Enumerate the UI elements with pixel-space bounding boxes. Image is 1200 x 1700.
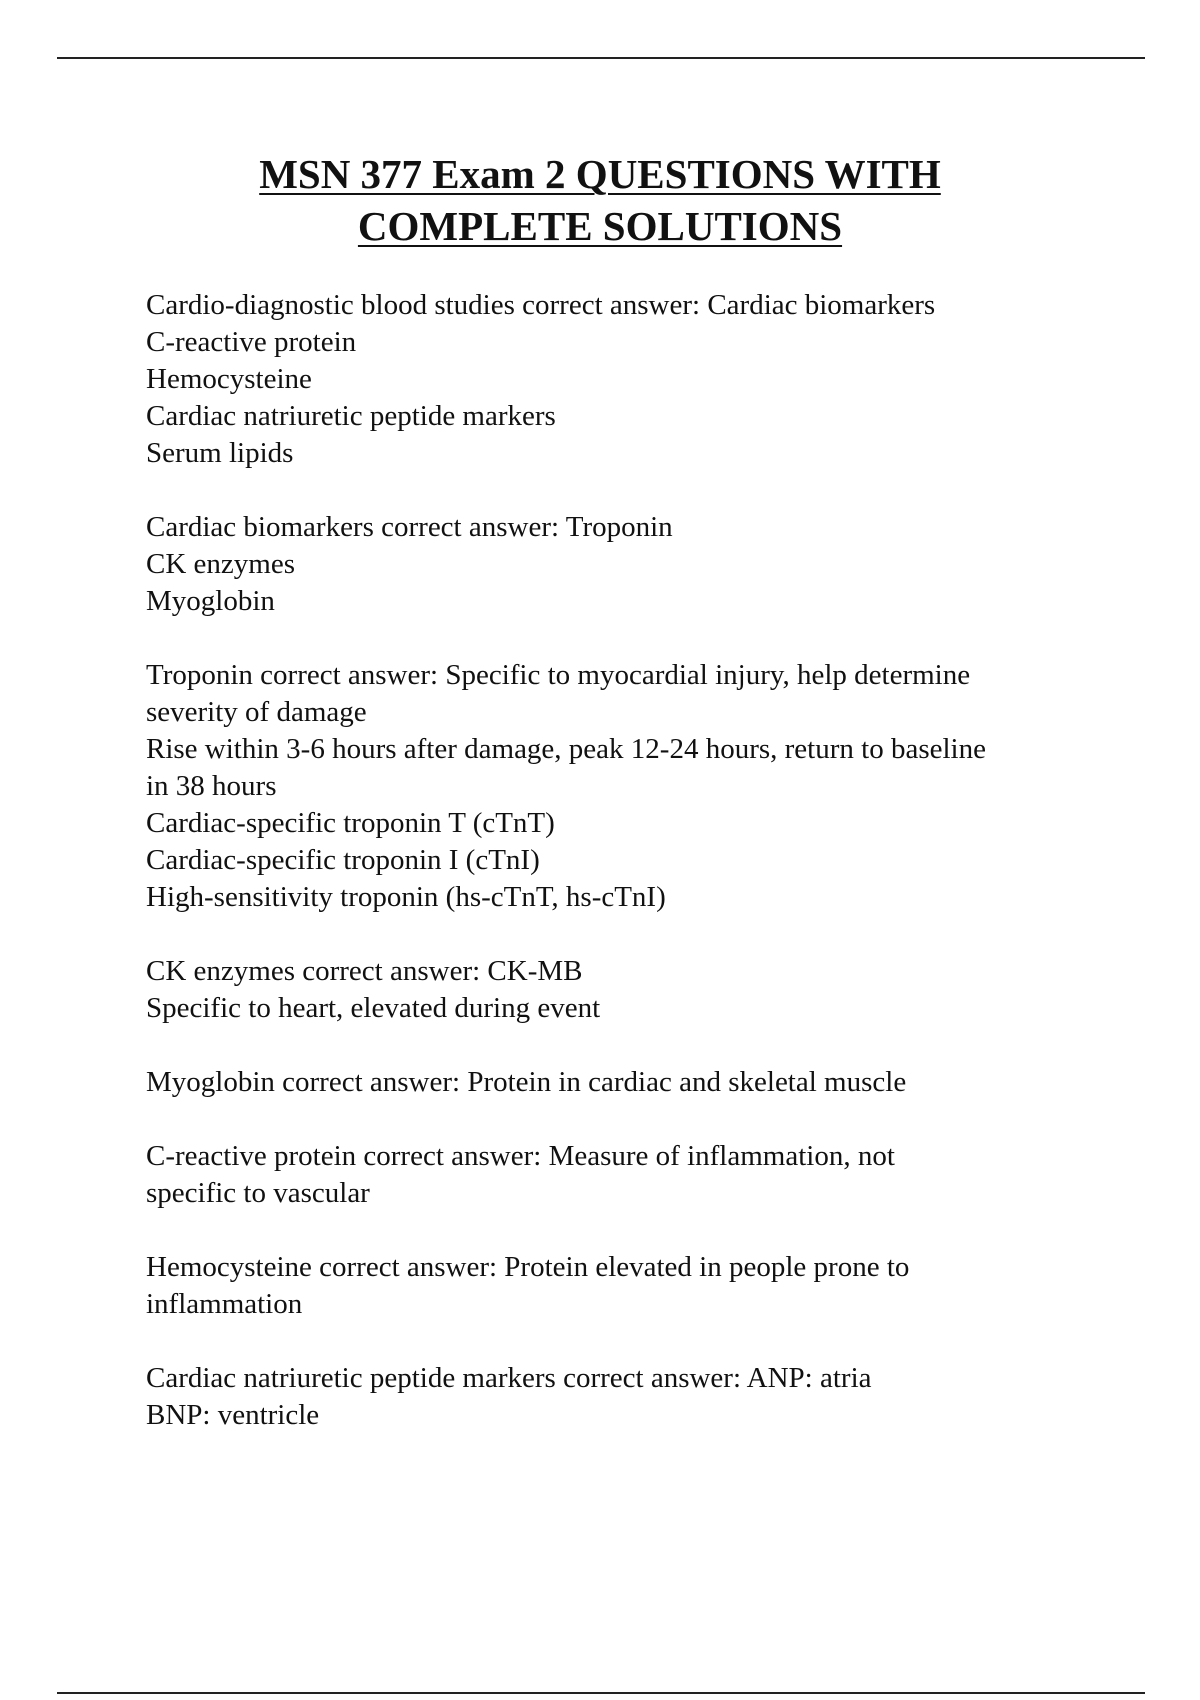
entry-line: CK enzymes correct answer: CK-MB (146, 955, 583, 987)
entry-line: Cardio-diagnostic blood studies correct answer: Cardiac biomarkers (146, 289, 936, 321)
entry-line: C-reactive protein (146, 326, 357, 358)
entry-line: Myoglobin (146, 585, 275, 617)
title-line-1: MSN 377 Exam 2 QUESTIONS WITH (259, 151, 941, 197)
entry-line: Cardiac natriuretic peptide markers (146, 400, 556, 432)
entry-line: CK enzymes (146, 548, 295, 580)
entry-line: Cardiac-specific troponin I (cTnI) (146, 844, 540, 876)
qa-entry-c-reactive-protein (146, 1138, 1106, 1212)
entry-line: Troponin correct answer: Specific to myocardial injury, help determine (146, 659, 971, 691)
entry-line: Hemocysteine (146, 363, 312, 395)
entry-line: High-sensitivity troponin (hs-cTnT, hs-cTnI) (146, 881, 666, 913)
entry-line: in 38 hours (146, 770, 277, 802)
entry-line: Cardiac natriuretic peptide markers correct answer: ANP: atria (146, 1362, 872, 1394)
entry-line: Myoglobin correct answer: Protein in cardiac and skeletal muscle (146, 1066, 907, 1098)
document-title (100, 148, 1100, 252)
entry-line: C-reactive protein correct answer: Measure of inflammation, not (146, 1140, 895, 1172)
qa-entry-cardiac-biomarkers (146, 509, 1106, 620)
qa-entry-ck-enzymes (146, 953, 1106, 1027)
entry-line: inflammation (146, 1288, 303, 1320)
entry-line: specific to vascular (146, 1177, 370, 1209)
entry-line: Cardiac-specific troponin T (cTnT) (146, 807, 555, 839)
entry-line: BNP: ventricle (146, 1399, 320, 1431)
qa-entry-myoglobin (146, 1064, 1106, 1101)
qa-entry-cardio-diagnostic (146, 287, 1106, 472)
qa-entry-troponin (146, 657, 1106, 916)
entry-line: severity of damage (146, 696, 367, 728)
entry-line: Serum lipids (146, 437, 294, 469)
entry-line: Hemocysteine correct answer: Protein elevated in people prone to (146, 1251, 910, 1283)
qa-entry-natriuretic-peptide (146, 1360, 1106, 1434)
top-rule (57, 57, 1145, 59)
entry-line: Specific to heart, elevated during event (146, 992, 601, 1024)
bottom-rule (57, 1692, 1145, 1694)
qa-entry-hemocysteine (146, 1249, 1106, 1323)
entry-line: Rise within 3-6 hours after damage, peak 12-24 hours, return to baseline (146, 733, 986, 765)
entry-line: Cardiac biomarkers correct answer: Troponin (146, 511, 673, 543)
title-line-2: COMPLETE SOLUTIONS (357, 203, 843, 249)
document-body (146, 287, 1106, 1471)
